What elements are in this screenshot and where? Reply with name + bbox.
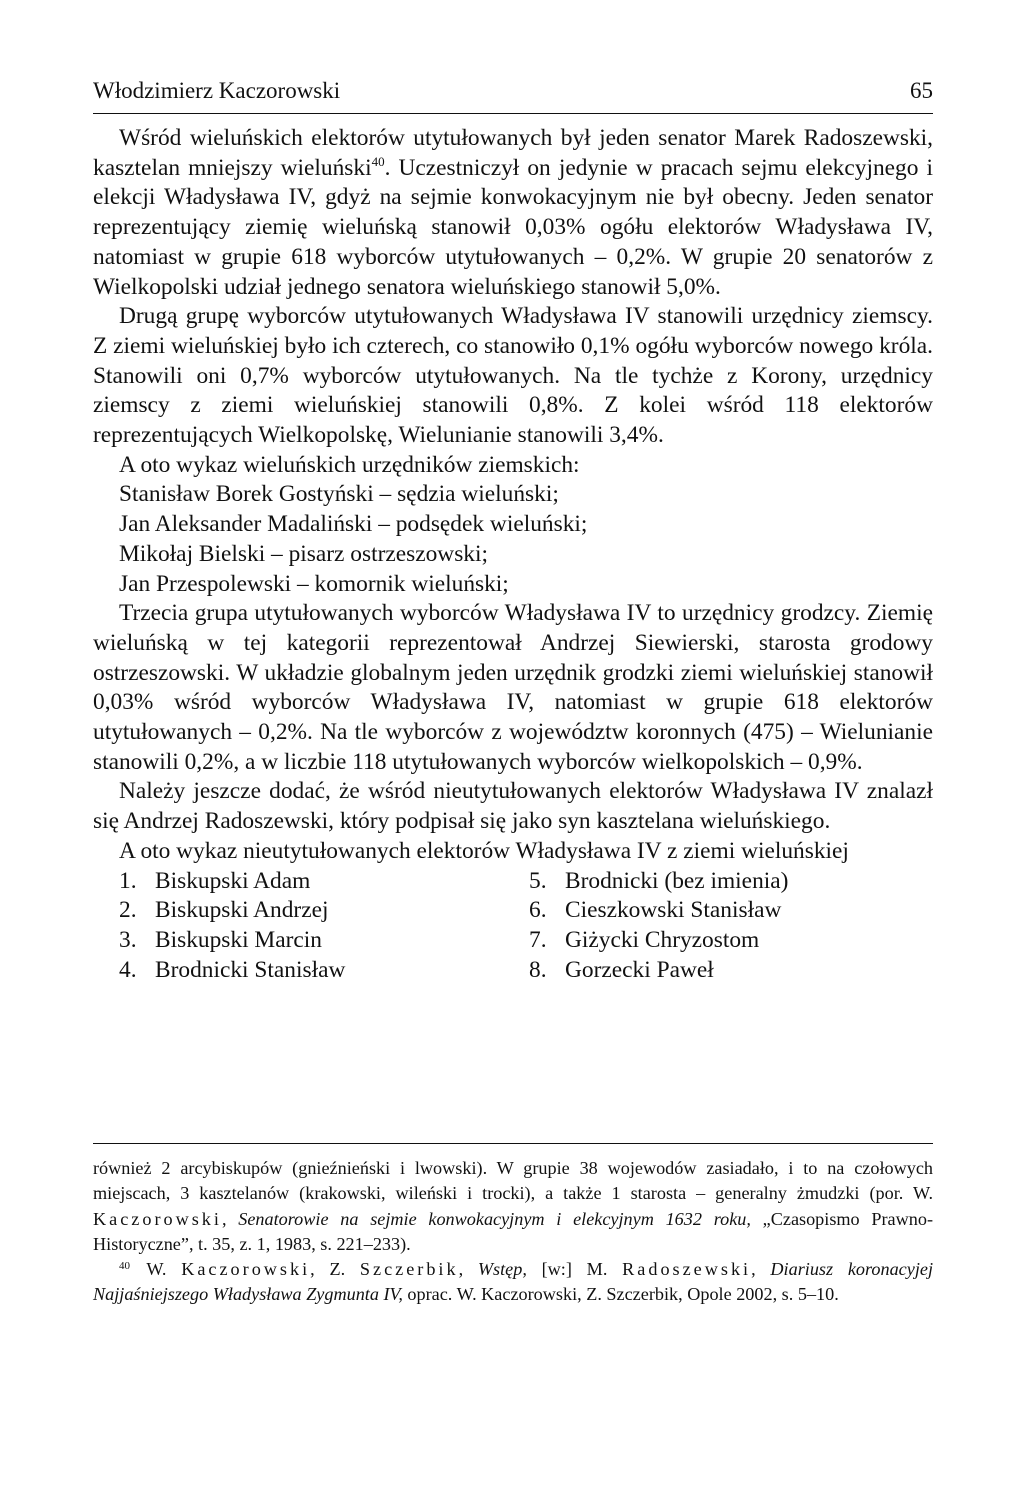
footnote-text: , Z. [310, 1259, 360, 1280]
elector-number: 3. [119, 926, 137, 953]
footnote-author: Kaczorowski [181, 1259, 311, 1280]
elector-number: 5. [529, 867, 547, 894]
elector-item [529, 926, 949, 956]
footnote-title: Diariusz koronacyjej Najjaśniejszego Władysława Zygmunta IV, [93, 1259, 934, 1305]
footnote-rule [93, 1143, 933, 1144]
elector-number: 6. [529, 897, 547, 924]
elector-name: Brodnicki (bez imienia) [565, 867, 789, 894]
official-item: Jan Przespolewski – komornik wieluński; [119, 570, 509, 597]
elector-item [529, 867, 949, 897]
elector-item [119, 867, 519, 897]
elector-number: 4. [119, 956, 137, 983]
main-text [93, 124, 933, 985]
elector-name: Gorzecki Paweł [565, 956, 714, 983]
paragraph-untitled-electors: Należy jeszcze dodać, że wśród nieutytułowanych elektorów Władysława IV znalazł się Andrzej Radoszewski, który podpisał się jako syn kasztelana wieluńskiego. [93, 778, 933, 835]
footnote-text: , [221, 1208, 239, 1229]
paragraph-text: Wśród wieluńskich elektorów utytułowanych był jeden senator Marek Radoszewski, kasztelan mniejszy wieluński [93, 125, 933, 181]
header-rule [93, 113, 933, 114]
footnote-text: , [751, 1259, 771, 1280]
elector-item [119, 896, 519, 926]
footnote-text: , [458, 1259, 478, 1280]
header-author: Włodzimierz Kaczorowski [93, 78, 341, 103]
footnote-text: „Czasopismo Prawno-Historyczne”, t. 35, z. 1, 1983, s. 221–233). [93, 1208, 934, 1254]
elector-name: Brodnicki Stanisław [155, 956, 346, 983]
official-item: Mikołaj Bielski – pisarz ostrzeszowski; [119, 540, 488, 567]
paragraph-land-officials: Drugą grupę wyborców utytułowanych Władysława IV stanowili urzędnicy ziemscy. Z ziemi wieluńskiej było ich czterech, co stanowiło 0,1% ogółu wyborców nowego króla. Stanowili oni 0,7% wyborców utytułowanych. Na tle tychże z Korony, urzędnicy ziemscy z ziemi wieluńskiej stanowili 0,8%. Z kolei wśród 118 elektorów reprezentujących Wielkopolskę, Wielunianie stanowili 3,4%. [93, 303, 933, 449]
footnote-continuation [93, 1156, 933, 1257]
elector-number: 2. [119, 897, 137, 924]
page-number: 65 [910, 78, 933, 103]
electors-list-intro: A oto wykaz nieutytułowanych elektorów Władysława IV z ziemi wieluńskiej [119, 837, 849, 864]
official-item: Stanisław Borek Gostyński – sędzia wieluński; [119, 481, 559, 508]
footnote-author: Kaczorowski [93, 1208, 222, 1229]
footnote-text: oprac. W. Kaczorowski, Z. Szczerbik, Opole 2002, s. 5–10. [402, 1284, 839, 1305]
elector-name: Biskupski Adam [155, 867, 311, 894]
elector-item [529, 956, 949, 986]
paragraph-castle-officials: Trzecia grupa utytułowanych wyborców Władysława IV to urzędnicy grodzcy. Ziemię wieluńską w tej kategorii reprezentował Andrzej Siewierski, starosta grodowy ostrzeszowski. W układzie globalnym jeden urzędnik grodzki ziemi wieluńskiej stanowił 0,03% wśród wyborców Władysława IV, natomiast w grupie 618 elektorów utytułowanych – 0,2%. Na tle wyborców z województw koronnych (475) – Wielunianie stanowili 0,2%, a w liczbie 118 utytułowanych wyborców wielkopolskich – 0,9%. [93, 600, 933, 775]
footnotes [93, 1156, 933, 1308]
footnote-author: Szczerbik [359, 1259, 459, 1280]
officials-list-intro: A oto wykaz wieluńskich urzędników ziemskich: [119, 451, 580, 478]
running-header [93, 76, 933, 106]
electors-list [119, 867, 933, 986]
elector-item [119, 956, 519, 986]
footnote-title: Wstęp, [477, 1259, 527, 1280]
elector-number: 7. [529, 926, 547, 953]
footnote-text: W. [132, 1259, 182, 1280]
official-item: Jan Aleksander Madaliński – podsędek wieluński; [119, 511, 588, 538]
paragraph-text: . Uczestniczył on jedynie w pracach sejmu elekcyjnego i elekcji Władysława IV, gdyż na sejmie konwokacyjnym nie był obecny. Jeden senator reprezentujący ziemię wieluńską stanowił 0,03% ogółu elektorów Władysława IV, natomiast w grupie 618 wyborców utytułowanych – 0,2%. W grupie 20 senatorów z Wielkopolski udział jednego senatora wieluńskiego stanowił 5,0%. [93, 154, 933, 300]
paragraph-senator [93, 124, 933, 302]
footnote-text: również 2 arcybiskupów (gnieźnieński i lwowski). W grupie 38 wojewodów zasiadało, i to na czołowych miejscach, 3 kasztelanów (krakowski, wileński i trocki), a także 1 starosta – generalny żmudzki (por. W. [93, 1158, 933, 1204]
elector-item [119, 926, 519, 956]
elector-name: Giżycki Chryzostom [565, 926, 760, 953]
elector-name: Biskupski Andrzej [155, 897, 329, 924]
footnote-number: 40 [119, 1260, 130, 1273]
elector-number: 1. [119, 867, 137, 894]
elector-item [529, 896, 949, 926]
elector-name: Cieszkowski Stanisław [565, 897, 782, 924]
footnote-title: Senatorowie na sejmie konwokacyjnym i elekcyjnym 1632 roku, [238, 1208, 751, 1229]
elector-number: 8. [529, 956, 547, 983]
elector-name: Biskupski Marcin [155, 926, 322, 953]
footnote-ref-40: 40 [371, 153, 385, 169]
footnote-author: Radoszewski [622, 1259, 752, 1280]
footnote-text: [w:] M. [526, 1259, 623, 1280]
footnote-40 [93, 1257, 933, 1308]
